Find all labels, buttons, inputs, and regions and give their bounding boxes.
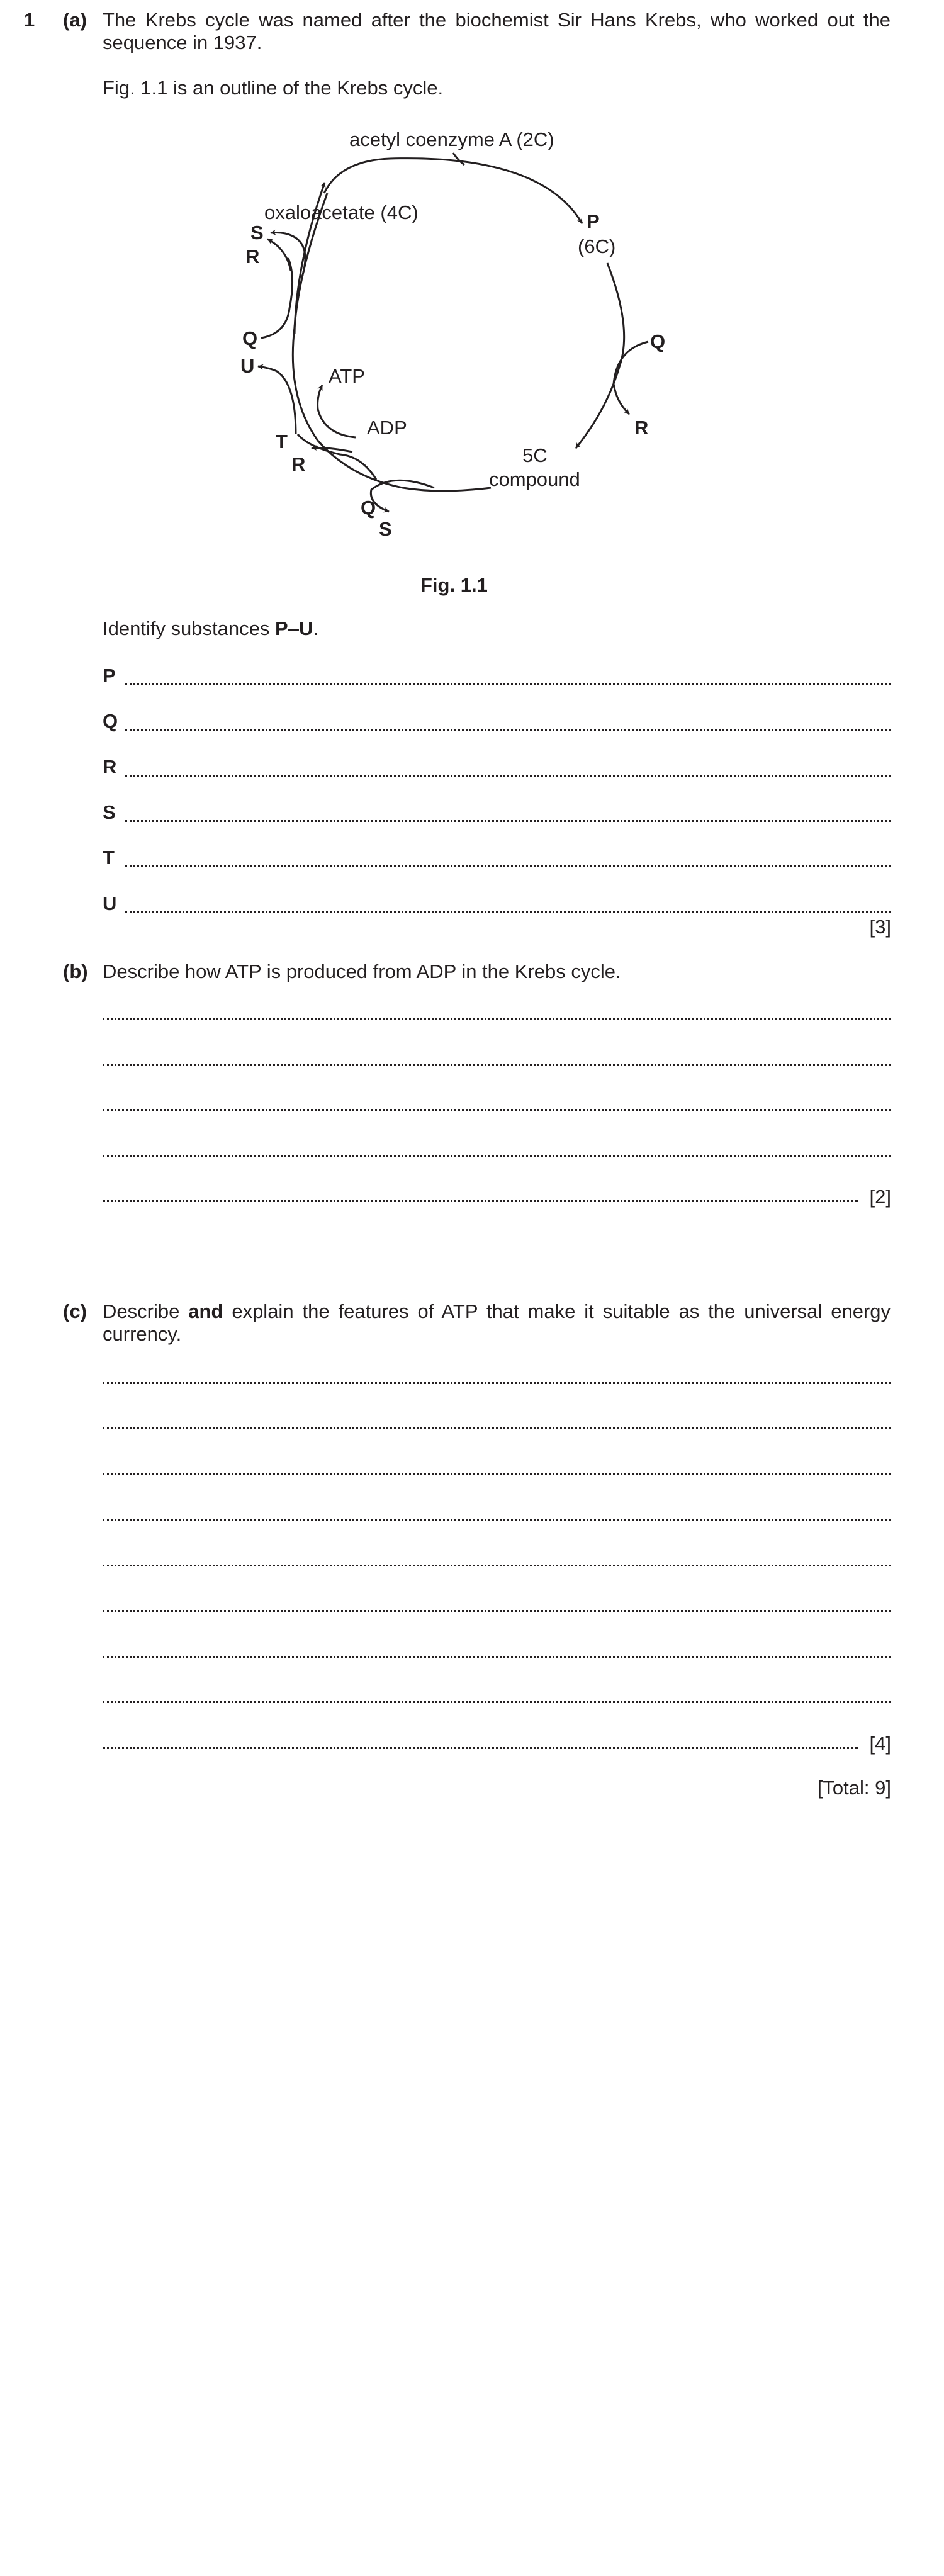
- label-compound: compound: [489, 468, 580, 490]
- part-a-intro: The Krebs cycle was named after the biochemist Sir Hans Krebs, who worked out the sequence in 1937.: [103, 9, 891, 53]
- answer-label-t: T: [103, 846, 115, 869]
- branch-u: [258, 366, 296, 434]
- label-adp: ADP: [367, 417, 407, 439]
- acetyl-tick: [453, 153, 464, 165]
- figure-caption: Fig. 1.1: [420, 574, 488, 596]
- answer-line-t[interactable]: [103, 846, 891, 872]
- identify-instruction: Identify substances P–U.: [103, 617, 318, 639]
- branch-q-r-right: [614, 342, 648, 414]
- branch-t-r-left: [298, 434, 376, 480]
- part-c-answer-line-7[interactable]: [103, 1656, 891, 1658]
- answer-line-q[interactable]: [103, 710, 891, 735]
- cycle-arc-right: [576, 263, 624, 448]
- label-r-left-top: R: [245, 245, 260, 267]
- part-c-answer-line-9[interactable]: [103, 1747, 858, 1749]
- question-number: 1: [24, 9, 35, 31]
- label-q-right: Q: [650, 330, 666, 352]
- part-c-answer-line-2[interactable]: [103, 1427, 891, 1429]
- label-p: P: [587, 210, 600, 232]
- figure-intro: Fig. 1.1 is an outline of the Krebs cycle.: [103, 77, 444, 99]
- answer-line-p[interactable]: [103, 665, 891, 690]
- label-q-bottom: Q: [361, 497, 376, 519]
- answer-line-r[interactable]: [103, 756, 891, 781]
- part-a-label: (a): [63, 9, 87, 31]
- part-c-answer-line-4[interactable]: [103, 1519, 891, 1521]
- branch-adp-atp: [318, 385, 356, 437]
- answer-label-q: Q: [103, 710, 118, 732]
- label-r-left-low: R: [291, 453, 306, 475]
- krebs-cycle-diagram: [0, 0, 944, 604]
- label-5c: 5C: [522, 444, 548, 466]
- label-s-bottom: S: [379, 518, 392, 540]
- part-c-answer-line-6[interactable]: [103, 1610, 891, 1612]
- branch-q-r-left-top: [261, 258, 293, 338]
- label-oxaloacetate: oxaloacetate (4C): [264, 201, 419, 223]
- part-b-answer-line-3[interactable]: [103, 1109, 891, 1111]
- answer-label-r: R: [103, 756, 117, 778]
- part-c-marks: [4]: [869, 1733, 891, 1755]
- cycle-arc-bottom: [318, 441, 491, 491]
- part-a-marks: [3]: [869, 916, 891, 938]
- answer-label-p: P: [103, 665, 116, 687]
- total-marks: [Total: 9]: [817, 1777, 891, 1799]
- part-b-question: Describe how ATP is produced from ADP in the Krebs cycle.: [103, 960, 621, 982]
- label-acetyl-coa: acetyl coenzyme A (2C): [349, 128, 554, 150]
- branch-t-r-left-arrow: [312, 448, 352, 452]
- part-c-answer-line-3[interactable]: [103, 1473, 891, 1475]
- label-u-left: U: [240, 355, 255, 377]
- branch-q-r-left-top-arrow: [267, 239, 291, 271]
- part-c-label: (c): [63, 1300, 87, 1322]
- answer-label-s: S: [103, 801, 116, 823]
- label-t-left: T: [276, 430, 288, 453]
- part-c-answer-line-5[interactable]: [103, 1565, 891, 1566]
- part-b-marks: [2]: [869, 1186, 891, 1208]
- part-c-question: Describe and explain the features of ATP that make it suitable as the universal energy currency.: [103, 1300, 891, 1345]
- label-6c: (6C): [578, 235, 616, 257]
- part-b-answer-line-4[interactable]: [103, 1155, 891, 1157]
- part-c-answer-line-8[interactable]: [103, 1701, 891, 1703]
- part-c-answer-line-1[interactable]: [103, 1382, 891, 1384]
- answer-line-s[interactable]: [103, 801, 891, 826]
- part-b-label: (b): [63, 960, 88, 982]
- part-b-answer-line-5[interactable]: [103, 1200, 858, 1202]
- label-r-right: R: [634, 417, 649, 439]
- label-s-left-top: S: [250, 222, 264, 244]
- part-b-answer-line-1[interactable]: [103, 1018, 891, 1020]
- branch-q-s-bottom: [371, 480, 434, 512]
- answer-line-u[interactable]: [103, 892, 891, 918]
- answer-label-u: U: [103, 892, 117, 914]
- label-q-left: Q: [242, 327, 258, 349]
- label-atp: ATP: [329, 365, 365, 387]
- part-b-answer-line-2[interactable]: [103, 1064, 891, 1066]
